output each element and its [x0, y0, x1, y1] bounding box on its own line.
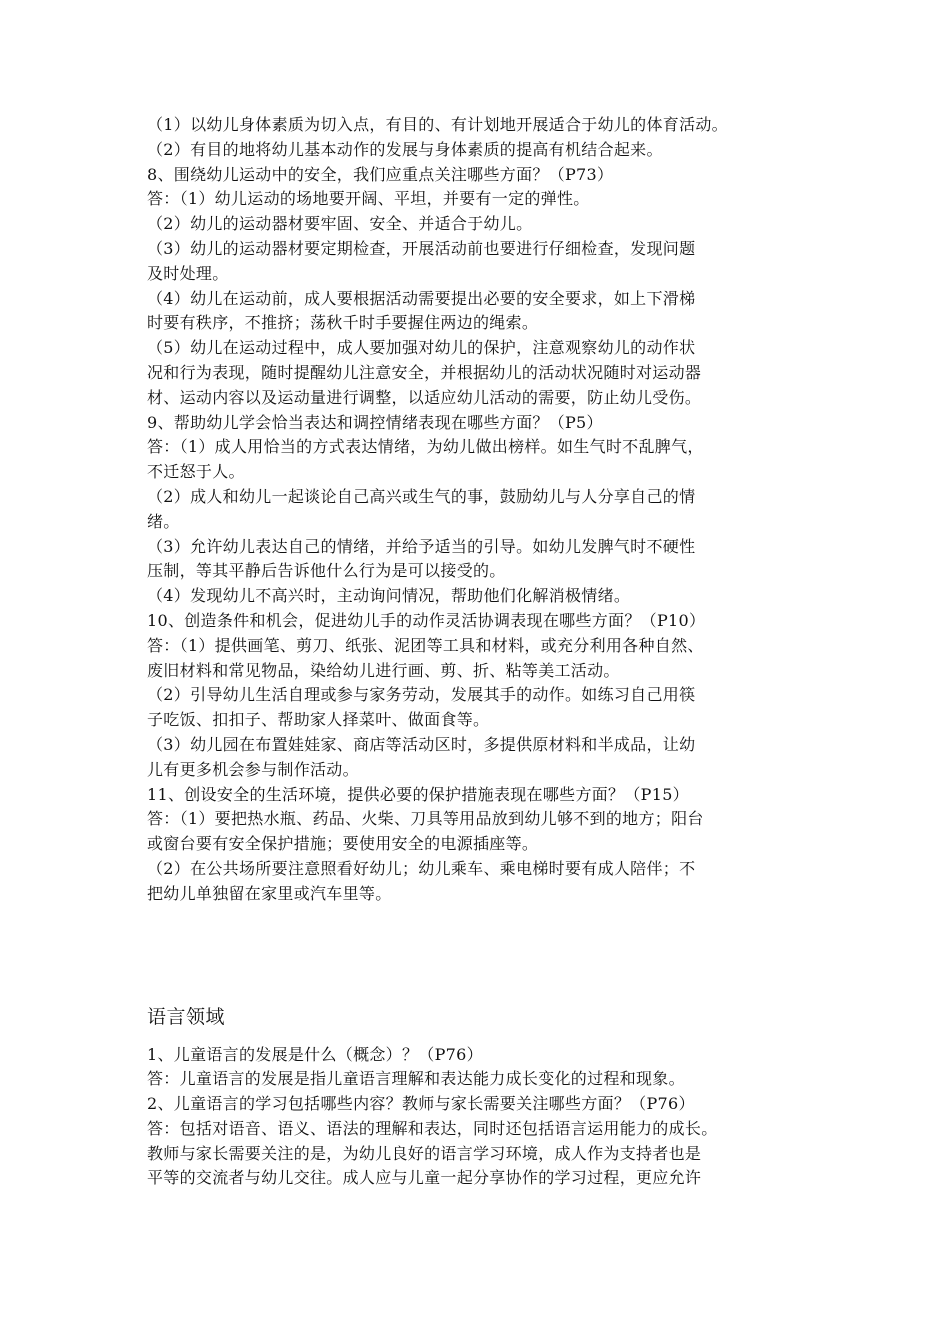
question-line: 2、儿童语言的学习包括哪些内容？教师与家长需要关注哪些方面？（P76）	[147, 1094, 695, 1114]
question-line: 1、儿童语言的发展是什么（概念）？（P76）	[147, 1044, 483, 1064]
text-line: 或窗台要有安全保护措施；要使用安全的电源插座等。	[147, 834, 539, 854]
text-line: （2）引导幼儿生活自理或参与家务劳动，发展其手的动作。如练习自己用筷	[147, 685, 696, 705]
question-line: 10、创造条件和机会，促进幼儿手的动作灵活协调表现在哪些方面？（P10）	[147, 610, 706, 630]
section-spacer	[147, 907, 817, 1003]
paragraph-block-health	[147, 113, 817, 907]
text-line: 平等的交流者与幼儿交往。成人应与儿童一起分享协作的学习过程，更应允许	[147, 1168, 702, 1188]
text-line: 压制，等其平静后告诉他什么行为是可以接受的。	[147, 561, 506, 581]
text-line: （5）幼儿在运动过程中，成人要加强对幼儿的保护，注意观察幼儿的动作状	[147, 338, 696, 358]
answer-line: 答：（1）成人用恰当的方式表达情绪，为幼儿做出榜样。如生气时不乱脾气，	[147, 437, 704, 457]
answer-line: 答：（1）幼儿运动的场地要开阔、平坦，并要有一定的弹性。	[147, 189, 590, 209]
answer-line: 答：（1）要把热水瓶、药品、火柴、刀具等用品放到幼儿够不到的地方；阳台	[147, 809, 704, 829]
question-line: 9、帮助幼儿学会恰当表达和调控情绪表现在哪些方面？（P5）	[147, 412, 603, 432]
text-line: 材、运动内容以及运动量进行调整，以适应幼儿活动的需要，防止幼儿受伤。	[147, 387, 702, 407]
text-line: （3）幼儿园在布置娃娃家、商店等活动区时，多提供原材料和半成品，让幼	[147, 734, 696, 754]
text-line: （3）允许幼儿表达自己的情绪，并给予适当的引导。如幼儿发脾气时不硬性	[147, 536, 696, 556]
text-line: 及时处理。	[147, 263, 229, 283]
text-line: 废旧材料和常见物品，染给幼儿进行画、剪、折、粘等美工活动。	[147, 660, 620, 680]
text-line: （4）幼儿在运动前，成人要根据活动需要提出必要的安全要求，如上下滑梯	[147, 288, 696, 308]
text-line: 绪。	[147, 511, 180, 531]
text-line: （4）发现幼儿不高兴时，主动询问情况，帮助他们化解消极情绪。	[147, 586, 631, 606]
text-line: （2）在公共场所要注意照看好幼儿；幼儿乘车、乘电梯时要有成人陪伴；不	[147, 858, 696, 878]
section-heading: 语言领域	[147, 1005, 226, 1028]
text-line: （2）成人和幼儿一起谈论自己高兴或生气的事，鼓励幼儿与人分享自己的情	[147, 486, 696, 506]
text-line: 况和行为表现，随时提醒幼儿注意安全，并根据幼儿的活动状况随时对运动器	[147, 362, 702, 382]
question-line: 8、围绕幼儿运动中的安全，我们应重点关注哪些方面？（P73）	[147, 164, 614, 184]
paragraph-block-language	[147, 1043, 817, 1192]
text-line: 不迁怒于人。	[147, 462, 245, 482]
text-line: 时要有秩序，不推挤；荡秋千时手要握住两边的绳索。	[147, 313, 539, 333]
answer-line: 答：包括对语音、语义、语法的理解和表达，同时还包括语言运用能力的成长。	[147, 1118, 718, 1138]
text-line: 把幼儿单独留在家里或汽车里等。	[147, 883, 392, 903]
document-body	[147, 113, 817, 1191]
text-line: （2）幼儿的运动器材要牢固、安全、并适合于幼儿。	[147, 214, 533, 234]
text-line: （2）有目的地将幼儿基本动作的发展与身体素质的提高有机结合起来。	[147, 139, 663, 159]
text-line: （1）以幼儿身体素质为切入点，有目的、有计划地开展适合于幼儿的体育活动。	[147, 115, 728, 134]
answer-line: 答：（1）提供画笔、剪刀、纸张、泥团等工具和材料，或充分利用各种自然、	[147, 635, 704, 655]
answer-line: 答：儿童语言的发展是指儿童语言理解和表达能力成长变化的过程和现象。	[147, 1069, 685, 1089]
text-line: （3）幼儿的运动器材要定期检查，开展活动前也要进行仔细检查，发现问题	[147, 238, 696, 258]
text-line: 子吃饭、扣扣子、帮助家人择菜叶、做面食等。	[147, 710, 490, 730]
text-line: 教师与家长需要关注的是，为幼儿良好的语言学习环境，成人作为支持者也是	[147, 1143, 702, 1163]
text-line: 儿有更多机会参与制作活动。	[147, 759, 359, 779]
question-line: 11、创设安全的生活环境，提供必要的保护措施表现在哪些方面？（P15）	[147, 784, 689, 804]
